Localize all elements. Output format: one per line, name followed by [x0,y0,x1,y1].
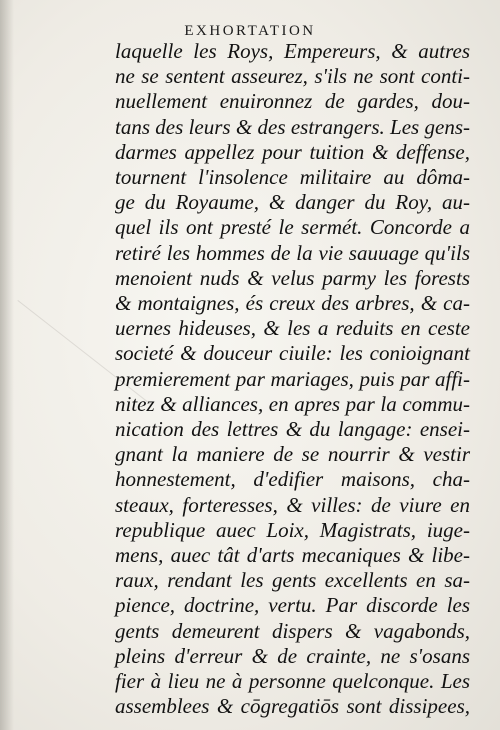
text-line: quel ils ont presté le sermét. Concorde a [115,215,470,240]
text-line: pleins d'erreur & de crainte, ne s'osans [115,643,470,668]
text-line: laquelle les Roys, Empereurs, & autres [115,39,470,63]
text-line: nitez & alliances, en apres par la commu- [115,391,470,416]
text-line: nication des lettres & du langage: ensei- [115,417,470,441]
text-line: steaux, forteresses, & villes: de viure en [115,492,470,517]
running-title: EXHORTATION [184,23,316,39]
text-line: gnant la maniere de se nourrir & vestir [115,442,470,467]
text-line: tournent l'insolence militaire au dôma- [115,165,470,189]
text-line: gents demeurent dispers & vagabonds, [115,618,470,643]
text-line: societé & douceur ciuile: les conioignant [115,341,470,366]
text-line: pience, doctrine, vertu. Par discorde les [115,593,470,618]
text-line: ge du Royaume, & danger du Roy, au- [115,190,470,215]
text-line: uernes hideuses, & les a reduits en ceste [115,316,470,341]
text-line: ne se sentent asseurez, s'ils ne sont conti- [115,64,470,89]
text-line: premierement par mariages, puis par affi- [115,366,470,391]
text-line: republique auec Loix, Magistrats, iuge- [115,517,470,542]
text-line: raux, rendant les gents excellents en sa- [115,568,470,593]
text-line: menoient nuds & velus parmy les forests [115,265,470,290]
text-line: darmes appellez pour tuition & deffense, [115,139,470,164]
text-line: tans des leurs & des estrangers. Les gens- [115,114,470,139]
text-line: retiré les hommes de la vie sauuage qu'ils [115,240,470,265]
text-line: fier à lieu ne à personne quelconque. Les [115,669,470,693]
text-line: assemblees & cōgregatiōs sont dissipees, [115,694,470,719]
text-line: & montaignes, és creux des arbres, & ca- [115,291,470,315]
text-line: mens, auec tât d'arts mecaniques & libe- [115,543,470,567]
text-line: honnestement, d'edifier maisons, cha- [115,467,470,492]
text-line: nuellement enuironnez de gardes, dou- [115,89,470,114]
